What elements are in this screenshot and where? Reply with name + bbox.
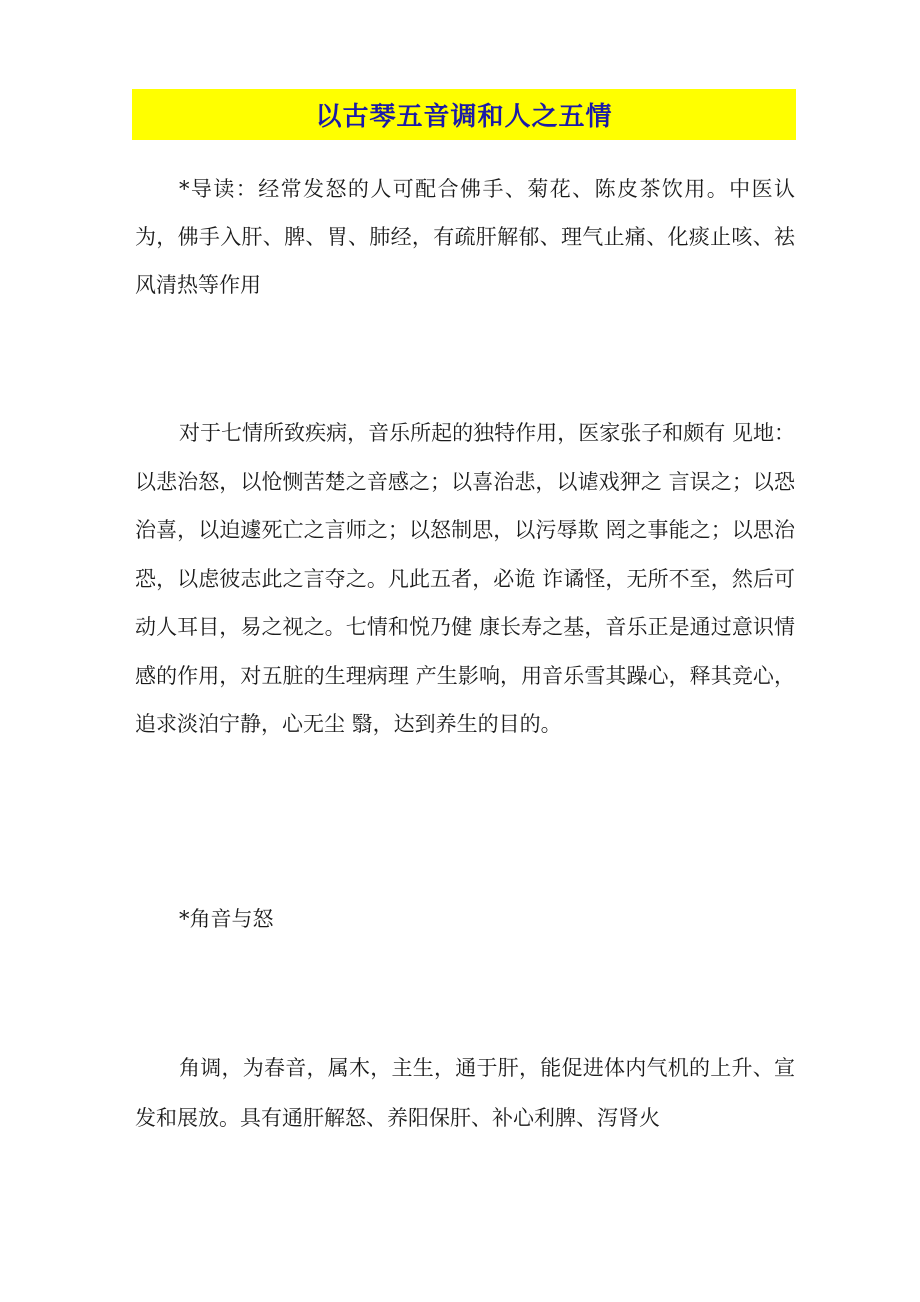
intro-paragraph: *导读：经常发怒的人可配合佛手、菊花、陈皮茶饮用。中医认为，佛手入肝、脾、胃、肺经，有疏肝解郁、理气止痛、化痰止咳、祛风清热等作用	[135, 177, 795, 297]
section-heading: *角音与怒	[179, 907, 274, 931]
title-banner	[132, 89, 796, 140]
body-paragraph: 对于七情所致疾病，音乐所起的独特作用，医家张子和颇有 见地：以悲治怒，以怆恻苦楚之音感之；以喜治悲，以谑戏狎之 言误之；以恐治喜，以迫遽死亡之言师之；以怒制思，以污辱欺 罔之事能之；以思治恐，以虑彼志此之言夺之。凡此五者，必诡 诈谲怪，无所不至，然后可动人耳目，易之视之。七情和悦乃健 康长寿之基，音乐正是通过意识情感的作用，对五脏的生理病理 产生影响，用音乐雪其躁心，释其竞心，追求淡泊宁静，心无尘 翳，达到养生的目的。	[135, 421, 795, 736]
document-title: 以古琴五音调和人之五情	[315, 102, 613, 132]
body-paragraph: 角调，为春音，属木，主生，通于肝，能促进体内气机的上升、宣发和展放。具有通肝解怒、养阳保肝、补心利脾、泻肾火	[135, 1056, 795, 1130]
